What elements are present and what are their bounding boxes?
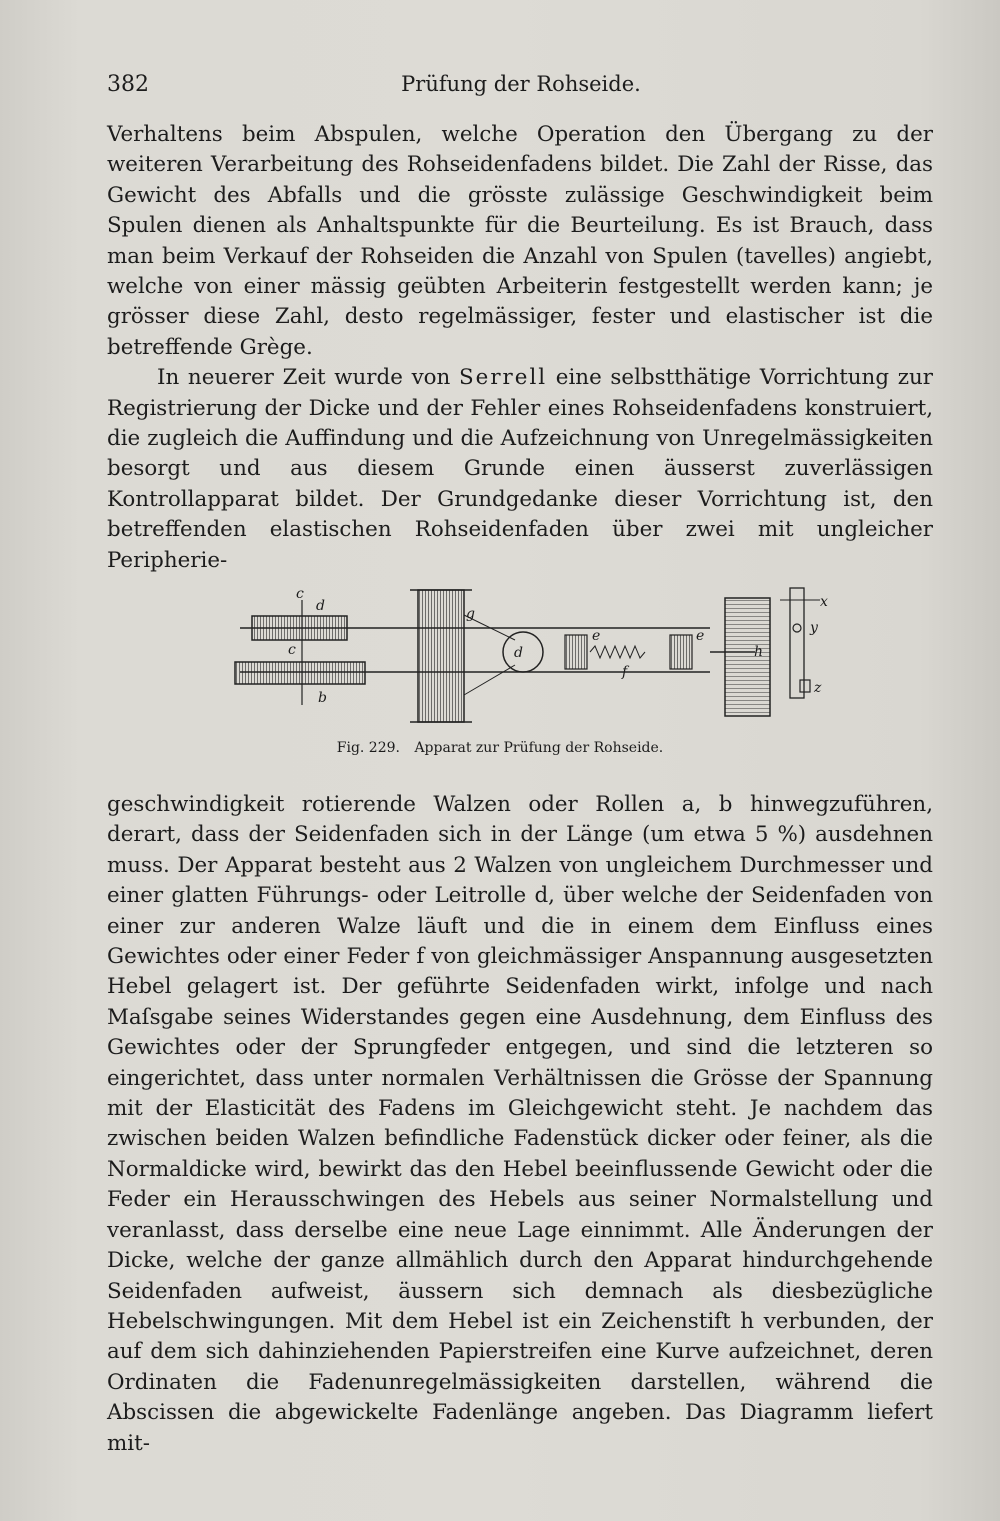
paragraph: Verhaltens beim Abspulen, welche Operation den Übergang zu der weiteren Verarbeitung des Rohseidenfadens bildet. Die Zahl der Risse, das Gewicht des Abfalls und die grösste zulässige Geschwindigkeit beim Spulen dienen als Anhaltspunkte für die Beurteilung. Es ist Brauch, dass man beim Verkauf der Rohseiden die Anzahl von Spulen (tavelles) angiebt, welche von einer mässig geübten Arbeiterin festgestellt werden kann; je grösser diese Zahl, desto regelmässiger, fester und elastischer ist die betreffende Grège. — [107, 122, 933, 360]
label-y: y — [810, 620, 818, 636]
gear-upper — [252, 616, 347, 640]
label-e-right: e — [696, 628, 705, 644]
figure-number: Fig. 229. — [336, 740, 400, 756]
label-c-top: c — [296, 586, 304, 602]
label-c-mid: c — [288, 642, 296, 658]
roller-g — [418, 590, 464, 722]
page-number: 382 — [107, 72, 149, 97]
text-block-top — [107, 120, 933, 576]
author-name: Serrell — [459, 365, 548, 391]
guide-roller-d — [503, 632, 543, 672]
bearing-e-left — [565, 635, 587, 669]
spring-f — [590, 646, 645, 658]
thread-lower — [464, 665, 515, 695]
label-z: z — [814, 680, 822, 696]
label-b: b — [318, 690, 327, 706]
figure-caption — [0, 740, 1000, 756]
paragraph: geschwindigkeit rotierende Walzen oder Rollen a, b hinwegzuführen, derart, dass der Seidenfaden sich in der Länge (um etwa 5 %) ausdehnen muss. Der Apparat besteht aus 2 Walzen von ungleichem Durchmesser und einer glatten Führungs- oder Leitrolle d, über welche der Seidenfaden von einer zur anderen Walze läuft und die in einem dem Einfluss eines Gewichtes oder einer Feder f von gleichmässiger Anspannung ausgesetzten Hebel gelagert ist. Der geführte Seidenfaden wirkt, infolge und nach Maſsgabe seines Widerstandes gegen eine Ausdehnung, dem Einfluss des Gewichtes oder der Sprungfeder entgegen, und sind die letzteren so eingerichtet, dass unter normalen Verhältnissen die Grösse der Spannung mit der Elasticität des Fadens im Gleichgewicht steht. Je nachdem das zwischen beiden Walzen befindliche Fadenstück dicker oder feiner, als die Normaldicke wird, bewirkt das den Hebel beeinflussende Gewicht oder die Feder ein Herausschwingen des Hebels aus seiner Normalstellung und veranlasst, dass derselbe eine neue Lage einnimmt. Alle Änderungen der Dicke, welche der ganze allmählich durch den Apparat hindurchgehende Seidenfaden aufweist, äussern sich demnach als diesbezügliche Hebelschwingungen. Mit dem Hebel ist ein Zeichenstift h verbunden, der auf dem sich dahinziehenden Papierstreifen eine Kurve aufzeichnet, deren Ordinaten die Fadenunregelmässigkeiten darstellen, während die Abscissen die abgewickelte Fadenlänge angeben. Das Diagramm liefert mit- — [107, 792, 933, 1456]
gear-lower — [235, 662, 365, 684]
lever-xyz — [790, 588, 804, 698]
running-title: Prüfung der Rohseide. — [401, 72, 641, 96]
apparatus-drawing — [230, 580, 850, 730]
figure-apparatus — [230, 580, 850, 730]
label-e-left: e — [592, 628, 601, 644]
label-d-roll: d — [514, 645, 523, 661]
text-run: eine selbstthätige Vorrichtung zur Registrierung der Dicke und der Fehler eines Rohseidenfadens konstruiert, die zugleich die Auffindung und die Aufzeichnung von Unregelmässigkeiten besorgt und aus diesem Grunde einen äusserst zuverlässigen Kontrollapparat bildet. Der Grundgedanke dieser Vorrichtung ist, den betreffenden elastischen Rohseidenfaden über zwei mit ungleicher Peripherie- — [107, 365, 933, 573]
text-run: In neuerer Zeit wurde von — [157, 365, 460, 391]
label-f: f — [622, 664, 628, 680]
text-block-bottom — [107, 790, 933, 1459]
label-g: g — [466, 606, 475, 622]
paragraph — [107, 363, 933, 576]
page-header — [107, 72, 935, 106]
figure-caption-text: Apparat zur Prüfung der Rohseide. — [414, 740, 664, 756]
bearing-e-right — [670, 635, 692, 669]
label-h: h — [754, 644, 764, 660]
label-x: x — [820, 594, 828, 610]
label-d-left: d — [316, 598, 325, 614]
recording-drum — [725, 598, 770, 716]
